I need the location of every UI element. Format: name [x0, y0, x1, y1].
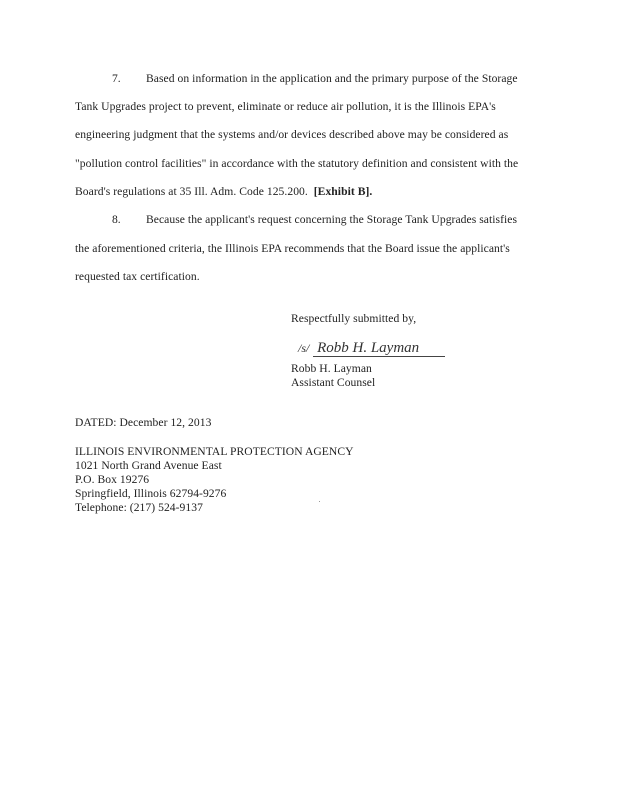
signature	[298, 340, 445, 357]
signature-script: Robb H. Layman	[313, 340, 445, 357]
agency-phone: Telephone: (217) 524-9137	[75, 501, 203, 514]
respectfully-submitted: Respectfully submitted by,	[291, 312, 417, 325]
exhibit-reference: [Exhibit B].	[313, 185, 373, 198]
paragraph-7-line-4: "pollution control facilities" in accordance with the statutory definition and consistent with the	[75, 157, 519, 170]
paragraph-7-number: 7.	[112, 72, 121, 85]
signer-name: Robb H. Layman	[291, 362, 372, 375]
signature-prefix: /s/	[298, 341, 310, 355]
paragraph-8-line-3: requested tax certification.	[75, 270, 200, 283]
scan-speck	[319, 501, 320, 502]
agency-po-box: P.O. Box 19276	[75, 473, 150, 486]
paragraph-8-line-1: Because the applicant's request concerning the Storage Tank Upgrades satisfies	[146, 213, 518, 226]
agency-street: 1021 North Grand Avenue East	[75, 459, 222, 472]
paragraph-7-line-3: engineering judgment that the systems and/or devices described above may be considered as	[75, 128, 509, 141]
paragraph-8-number: 8.	[112, 213, 121, 226]
paragraph-8-line-2: the aforementioned criteria, the Illinois EPA recommends that the Board issue the applicant's	[75, 242, 510, 255]
agency-name: ILLINOIS ENVIRONMENTAL PROTECTION AGENCY	[75, 445, 354, 458]
signer-title: Assistant Counsel	[291, 376, 376, 389]
paragraph-7-line-2: Tank Upgrades project to prevent, eliminate or reduce air pollution, it is the Illinois EPA's	[75, 100, 496, 113]
dated-line: DATED: December 12, 2013	[75, 416, 212, 429]
paragraph-7-line-1: Based on information in the application and the primary purpose of the Storage	[146, 72, 518, 85]
agency-city: Springfield, Illinois 62794-9276	[75, 487, 227, 500]
paragraph-7-line-5	[75, 185, 372, 198]
paragraph-7-line-5-text: Board's regulations at 35 Ill. Adm. Code 125.200.	[75, 185, 308, 198]
